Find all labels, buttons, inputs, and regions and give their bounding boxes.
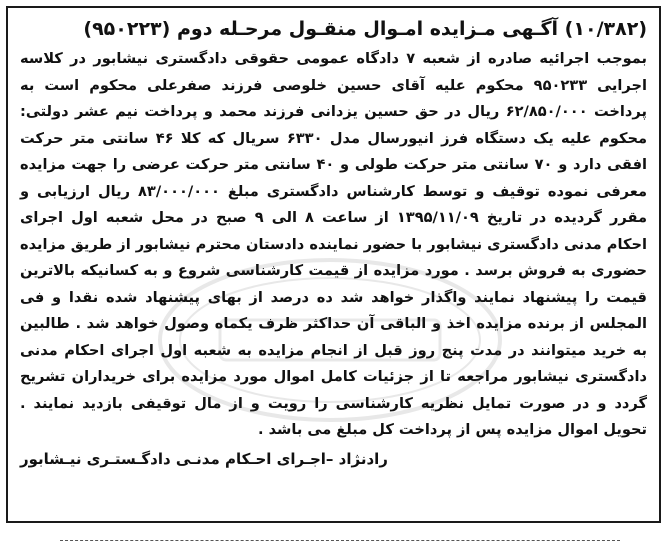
notice-frame bbox=[6, 6, 661, 523]
notice-signature: رادنژاد –اجـرای احـکام مدنـی دادگـستـری نیـشابور bbox=[20, 449, 388, 468]
bottom-divider bbox=[60, 540, 620, 541]
notice-body: بموجب اجرائیه صادره از شعبه ۷ دادگاه عمومی حقوقی دادگستری نیشابور در کلاسه اجرایی ۹۵۰۲۳۳ محکوم علیه آقای حسین خلوصی فرزند صفرعلی محکوم است به پرداخت ۶۲/۸۵۰/۰۰۰ ریال در حق حسین یزدانی فرزند محمد و پرداخت نیم عشر دولتی: محکوم علیه یک دستگاه فرز انیورسال مدل ۶۳۳۰ سریال که کلا ۴۶ سانتی متر حرکت افقی دارد و ۷۰ سانتی متر حرکت طولی و ۴۰ سانتی متر حرکت عرضی را جهت مزایده معرفی نموده توقیف و توسط کارشناس دادگستری مبلغ ۸۳/۰۰۰/۰۰۰ ریال ارزیابی و مقرر گردیده در تاریخ ۱۳۹۵/۱۱/۰۹ از ساعت ۸ الی ۹ صبح در محل شعبه اول اجرای احکام مدنی دادگستری نیشابور با حضور نماینده دادستان محترم نیشابور از طریق مزایده حضوری به فروش برسد . مورد مزایده از قیمت کارشناسی شروع و به کسانیکه بالاترین قیمت را پیشنهاد نمایند واگذار خواهد شد ده درصد از بهای پیشنهاد شده نقدا و فی المجلس از برنده مزایده اخذ و الباقی آن حداکثر ظرف یکماه وصول خواهد شد . طالبین به خرید میتوانند در مدت پنج روز قبل از انجام مزایده به شعبه اول اجرای احکام مدنی دادگستری نیشابور مراجعه تا از جزئیات کامل اموال مورد مزایده برای خریداران تشریح گردد و در صورت تمایل نظریه کارشناسی را رویت و از مال توقیفی بازدید نمایند . تحویل اموال مزایده پس از پرداخت کل مبلغ می باشد . bbox=[20, 50, 647, 438]
notice-title: (۱۰/۳۸۲) آگـهی مـزایده امـوال منقـول مرحـله دوم (۹۵۰۲۲۳) bbox=[83, 18, 647, 40]
